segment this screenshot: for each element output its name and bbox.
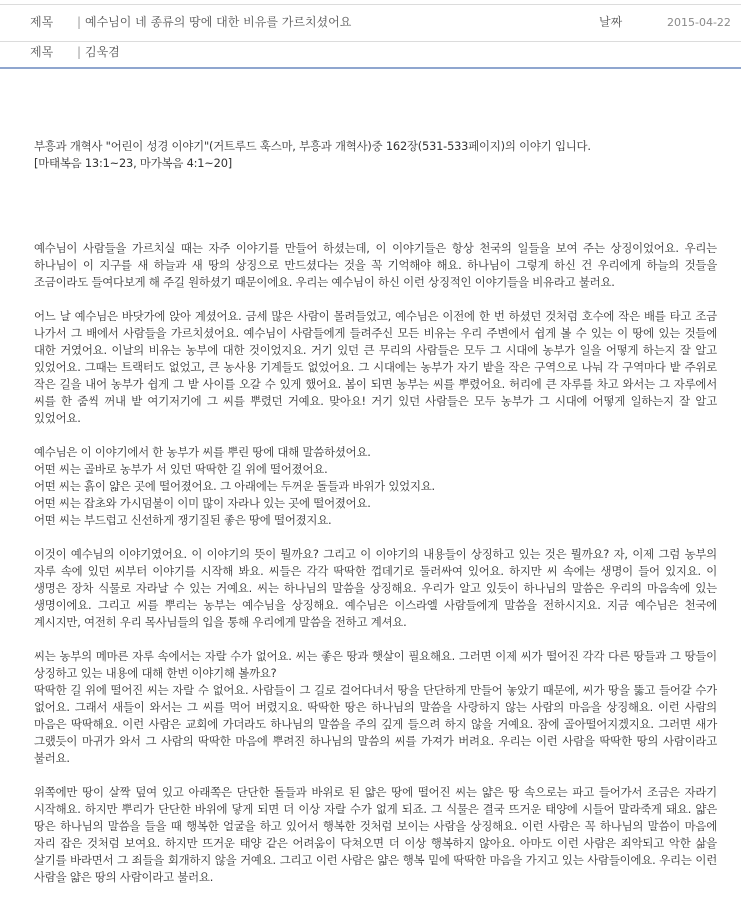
author-row — [0, 38, 741, 69]
post-date: 2015-04-22 — [667, 16, 731, 29]
paragraph-3: 예수님은 이 이야기에서 한 농부가 씨를 뿌린 땅에 대해 말씀하셨어요. 어떤 씨는 골바로 농부가 서 있던 딱딱한 길 위에 떨어졌어요. 어떤 씨는 흙이 얇은 곳에 떨어졌어요. 그 아래에는 두꺼운 돌들과 바위가 있었지요. 어떤 씨는 잡초와 가시덤불이 이미 많이 자라나 있는 곳에 떨어졌어요. 어떤 씨는 부드럽고 신선하게 쟁기질된 좋은 땅에 떨어졌지요. — [34, 445, 435, 527]
spacer — [34, 427, 717, 444]
spacer — [34, 631, 717, 648]
paragraph-1: 예수님이 사람들을 가르치실 때는 자주 이야기를 만들어 하셨는데, 이 이야기들은 항상 천국의 일들을 보여 주는 상징이었어요. 우리는 하나님이 이 지구를 새 하늘과 새 땅의 상징으로 만드셨다는 것을 꼭 기억해야 해요. 하나님이 그렇게 하신 건 우리에게 하늘의 것들을 조금이라도 들여다보게 해 주길 원하셨기 때문이에요. 우리는 예수님이 하신 이런 상징적인 이야기들을 비유라고 불러요. — [34, 241, 721, 289]
post-author: 김욱겸 — [85, 45, 120, 59]
paragraph-5: 씨는 농부의 메마른 자루 속에서는 자랄 수가 없어요. 씨는 좋은 땅과 햇살이 필요해요. 그러면 이제 씨가 떨어진 각각 다른 땅들과 그 땅들이 상징하고 있는 내용에 대해 한번 이야기해 볼까요? 딱딱한 길 위에 떨어진 씨는 자랄 수 없어요. 사람들이 그 길로 걸어다녀서 땅을 단단하게 만들어 놓았기 때문에, 씨가 땅을 뚫고 들어갈 수가 없어요. 그래서 새들이 와서는 그 씨를 먹어 버렸지요. 딱딱한 땅은 하나님의 말씀을 사랑하지 않는 사람의 마음을 상징해요. 이런 사람의 마음은 딱딱해요. 이런 사람은 교회에 가더라도 하나님의 말씀을 주의 깊게 들으려 하지 않을 거예요. 잠에 골아떨어지겠지요. 그러면 새가 그랬듯이 마귀가 와서 그 사람의 딱딱한 마음에 뿌려진 하나님의 말씀의 씨를 가져가 버려요. 우리는 이런 사람을 딱딱한 땅의 사람이라고 불러요. — [34, 649, 717, 765]
spacer — [34, 291, 717, 308]
paragraph-2: 어느 날 예수님은 바닷가에 앉아 계셨어요. 금세 많은 사람이 몰려들었고, 예수님은 이전에 한 번 하셨던 것처럼 호수에 작은 배를 타고 조금 나가서 그 배에서 사람들을 가르치셨어요. 예수님이 사람들에게 들려주신 모든 비유는 우리 주변에서 쉽게 볼 수 있는 이 땅에 있는 것들에 대한 거였어요. 이날의 비유는 농부에 대한 것이었지요. 거기 있던 큰 무리의 사람들은 모두 그 시대에 농부가 일을 어떻게 하는지 잘 알고 있었어요. 그때는 트랙터도 없었고, 큰 농사용 기계들도 없었어요. 그 시대에는 농부가 자기 밭을 작은 구역으로 나눠 각 구역마다 밭 주위로 작은 길을 내어 농부가 쉽게 그 밭 사이를 오갈 수 있게 했어요. 봄이 되면 농부는 씨를 뿌렸어요. 허리에 큰 자루를 차고 와서는 그 자루에서 씨를 한 줌씩 꺼내 밭 여기저기에 그 씨를 뿌렸던 거예요. 맞아요! 거기 있던 사람들은 모두 농부가 그 시대에 어떻게 일하는지 잘 알고 있었어요. — [34, 309, 721, 425]
post-title: 예수님이 네 종류의 땅에 대한 비유를 가르치셨어요 — [85, 15, 352, 29]
intro-paragraph: 부흥과 개혁사 "어린이 성경 이야기"(거트루드 훅스마, 부흥과 개혁사)중 162장(531-533페이지)의 이야기 입니다. [마태복음 13:1~23, 마가복음 4:1~20] — [34, 139, 591, 170]
paragraph-6: 위쪽에만 땅이 살짝 덮여 있고 아래쪽은 단단한 돌들과 바위로 된 얇은 땅에 떨어진 씨는 얇은 땅 속으로는 파고 들어가서 조금은 자라기 시작해요. 하지만 뿌리가 단단한 바위에 닿게 되면 더 이상 자랄 수가 없게 되죠. 그 식물은 결국 뜨거운 태양에 시들어 말라죽게 돼요. 얇은 땅은 하나님의 말씀을 들을 때 행복한 얼굴을 하고 있어서 행복한 것처럼 보이는 사람을 상징해요. 이런 사람은 꼭 하나님의 말씀이 마음에 자리 잡은 것처럼 보여요. 하지만 뜨거운 태양 같은 어려움이 닥쳐오면 더 이상 행복하지 않아요. 아마도 이런 사람은 죄악되고 악한 삶을 살기를 바라면서 그 죄들을 회개하지 않을 거예요. 그리고 이런 사람은 얇은 행복 밑에 딱딱한 마음을 가지고 있는 사람들이에요. 우리는 이런 사람을 얇은 땅의 사람이라고 불러요. — [34, 785, 721, 884]
paragraph-4: 이것이 예수님의 이야기였어요. 이 이야기의 뜻이 뭘까요? 그리고 이 이야기의 내용들이 상징하고 있는 것은 뭘까요? 자, 이제 그럼 농부의 자루 속에 있던 씨부터 이야기를 시작해 봐요. 씨들은 각각 딱딱한 껍데기로 둘러싸여 있어요. 하지만 씨 속에는 생명이 들어 있지요. 이 생명은 장차 식물로 자라날 수 있는 거예요. 씨는 하나님의 말씀을 상징해요. 우리가 알고 있듯이 하나님의 말씀은 우리의 마음속에 있는 생명이에요. 그리고 씨를 뿌리는 농부는 예수님을 상징해요. 예수님은 이스라엘 사람들에게 말씀을 전하시지요. 지금 예수님은 천국에 계시지만, 여전히 우리 목사님들의 입을 통해 우리에게 말씀을 전하고 계셔요. — [34, 547, 721, 629]
spacer — [34, 529, 717, 546]
date-label: 날짜 — [599, 15, 623, 29]
title-row — [0, 4, 741, 42]
post-body — [34, 138, 721, 886]
title-label: 제목 — [30, 15, 54, 29]
author-separator: | — [77, 45, 82, 59]
title-separator: | — [77, 15, 82, 29]
spacer — [34, 172, 717, 240]
author-label: 제목 — [30, 45, 54, 59]
spacer — [34, 767, 717, 784]
